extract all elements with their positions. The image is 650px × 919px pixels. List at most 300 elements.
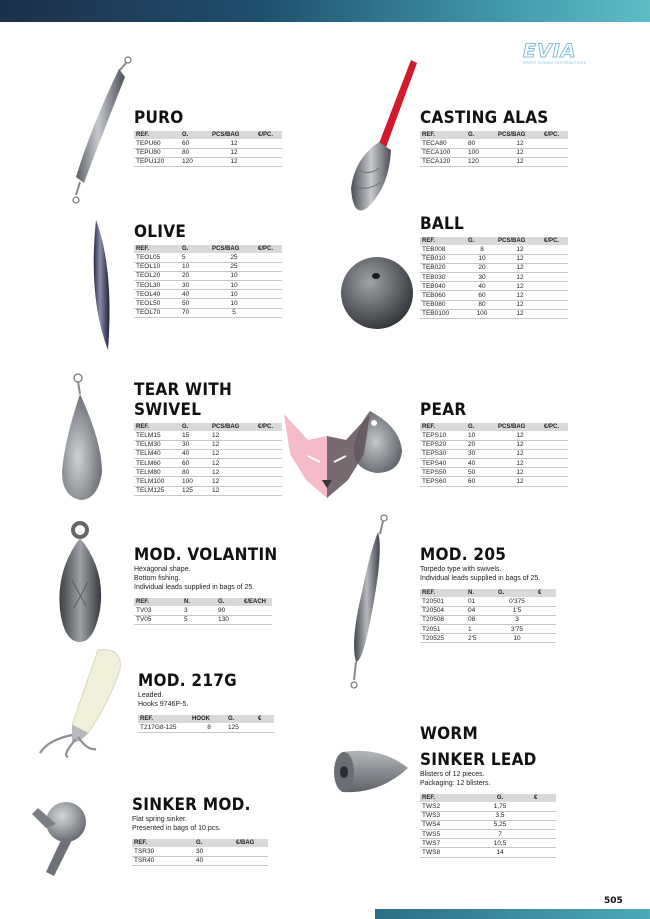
cell-g: 40 <box>180 290 210 299</box>
cell-pcs: 12 <box>496 449 542 458</box>
table-header <box>420 237 568 245</box>
cell-g: 10 <box>180 262 210 271</box>
col-price: €/PC. <box>542 131 568 139</box>
cell-pcs: 12 <box>210 148 256 157</box>
cell-price <box>256 253 282 262</box>
cell-ref: TELM125 <box>134 486 180 495</box>
section-tear-with-swivel <box>134 380 282 496</box>
description-line: Individual leads supplied in bags of 25. <box>134 584 255 591</box>
col-price: €/EACH <box>242 598 272 606</box>
fox-watermark-icon <box>278 410 376 502</box>
section-olive <box>134 222 282 318</box>
cell-g: 80 <box>466 139 496 148</box>
cell-ref: TECA120 <box>420 157 466 166</box>
cell-g: 60 <box>180 459 210 468</box>
cell-g: 30 <box>180 281 210 290</box>
cell-g: 10 <box>466 254 496 263</box>
cell-ref: TEOL50 <box>134 299 180 308</box>
cell-price <box>532 802 556 811</box>
description-line: Bottom fishing. <box>134 575 181 582</box>
section-title: BALL <box>420 214 465 234</box>
cell-g: 10 <box>496 634 536 643</box>
cell-pcs: 12 <box>210 486 256 495</box>
cell-ref: TEPS20 <box>420 440 466 449</box>
section-mod-205 <box>420 545 556 643</box>
table-row <box>420 615 556 624</box>
cell-price <box>532 848 556 857</box>
cell-price <box>542 459 568 468</box>
cell-g: 70 <box>180 308 210 317</box>
mod217g-lure-image <box>28 645 133 760</box>
cell-pcs: 12 <box>210 157 256 166</box>
col-g: G. <box>180 245 210 253</box>
cell-pcs: 12 <box>496 245 542 254</box>
cell-price <box>256 281 282 290</box>
cell-price <box>536 615 556 624</box>
cell-pcs: 12 <box>496 254 542 263</box>
section-title: MOD. 205 <box>420 545 507 565</box>
cell-n: 04 <box>466 606 496 615</box>
col-ref: REF. <box>420 237 466 245</box>
spec-table <box>420 589 556 643</box>
col-g: G. <box>466 131 496 139</box>
section-casting-alas <box>420 108 568 167</box>
table-row <box>420 139 568 148</box>
description-line: Hexagonal shape. <box>134 566 191 573</box>
cell-ref: TEB030 <box>420 273 466 282</box>
cell-g: 14 <box>466 848 532 857</box>
col-price: €/PC. <box>256 423 282 431</box>
cell-g: 30 <box>194 847 234 856</box>
cell-n: 1 <box>466 625 496 634</box>
cell-ref: TWS5 <box>420 830 466 839</box>
cell-price <box>256 262 282 271</box>
cell-price <box>256 299 282 308</box>
cell-ref: TSR30 <box>132 847 194 856</box>
cell-pcs: 10 <box>210 290 256 299</box>
cell-ref: TEPS10 <box>420 431 466 440</box>
description-line: Torpedo type with swivels. <box>420 566 502 573</box>
table-row <box>420 263 568 272</box>
table-row <box>134 299 282 308</box>
table-row <box>134 468 282 477</box>
cell-price <box>536 606 556 615</box>
col-ref: REF. <box>138 715 190 723</box>
table-row <box>134 139 282 148</box>
cell-ref: TELM60 <box>134 459 180 468</box>
section-title: CASTING ALAS <box>420 108 549 128</box>
cell-g: 0'375 <box>496 597 536 606</box>
table-row <box>420 459 568 468</box>
col-ref: REF. <box>134 598 182 606</box>
col-hook: HOOK <box>190 715 226 723</box>
cell-ref: TV05 <box>134 615 182 624</box>
cell-g: 3 <box>496 615 536 624</box>
cell-ref: T2051 <box>420 625 466 634</box>
mod205-lead-image <box>340 512 392 692</box>
col-ref: REF. <box>420 423 466 431</box>
cell-g: 30 <box>180 440 210 449</box>
col-price: €/BAG <box>234 839 268 847</box>
cell-pcs: 12 <box>496 139 542 148</box>
col-ref: REF. <box>134 423 180 431</box>
cell-g: 7 <box>466 830 532 839</box>
table-row <box>134 290 282 299</box>
section-worm-sinker-lead <box>420 724 556 858</box>
section-mod-volantin <box>134 545 293 625</box>
cell-price <box>256 486 282 495</box>
tear-swivel-lead-image <box>58 372 120 504</box>
puro-lead-image <box>70 55 140 210</box>
cell-price <box>542 157 568 166</box>
cell-pcs: 12 <box>210 459 256 468</box>
spec-table <box>134 131 282 167</box>
cell-ref: TEOL05 <box>134 253 180 262</box>
col-ref: REF. <box>420 131 466 139</box>
cell-price <box>542 449 568 458</box>
table-header <box>420 794 556 802</box>
table-row <box>134 606 272 615</box>
cell-pcs: 12 <box>210 449 256 458</box>
table-row <box>420 273 568 282</box>
table-row <box>134 615 272 624</box>
cell-price <box>542 440 568 449</box>
table-row <box>134 271 282 280</box>
cell-pcs: 12 <box>496 263 542 272</box>
description-line: Hooks 9746P-5. <box>138 701 189 708</box>
table-header <box>420 423 568 431</box>
cell-price <box>256 139 282 148</box>
cell-g: 125 <box>180 486 210 495</box>
cell-price <box>542 254 568 263</box>
table-row <box>420 606 556 615</box>
col-pcs-bag: PCS/BAG <box>496 423 542 431</box>
table-row <box>138 723 274 732</box>
cell-g: 50 <box>180 299 210 308</box>
col-pcs-bag: PCS/BAG <box>210 245 256 253</box>
ball-lead-image <box>338 254 416 332</box>
cell-ref: T20504 <box>420 606 466 615</box>
col-price: €/PC. <box>256 245 282 253</box>
cell-price <box>256 723 274 732</box>
cell-g: 90 <box>216 606 242 615</box>
table-row <box>420 431 568 440</box>
cell-g: 30 <box>466 273 496 282</box>
table-row <box>420 449 568 458</box>
cell-g: 60 <box>466 477 496 486</box>
cell-price <box>256 271 282 280</box>
table-row <box>134 431 282 440</box>
col-ref: REF. <box>420 589 466 597</box>
table-row <box>420 148 568 157</box>
cell-ref: TEOL40 <box>134 290 180 299</box>
cell-ref: TWS4 <box>420 820 466 829</box>
cell-ref: TWS2 <box>420 802 466 811</box>
cell-g: 80 <box>180 148 210 157</box>
cell-pcs: 12 <box>496 291 542 300</box>
cell-g: 120 <box>466 157 496 166</box>
col-pcs-bag: PCS/BAG <box>496 131 542 139</box>
logo-tagline: SPORT FISHING DISTRIBUTIONS <box>523 61 587 65</box>
description-line: Leaded. <box>138 692 164 699</box>
sinker-mod-image <box>28 798 100 878</box>
cell-g: 30 <box>466 449 496 458</box>
table-row <box>134 148 282 157</box>
col-ref: REF. <box>420 794 466 802</box>
table-row <box>420 802 556 811</box>
table-row <box>420 830 556 839</box>
spec-table <box>420 423 568 487</box>
cell-g: 20 <box>466 440 496 449</box>
section-title: MOD. 217G <box>138 671 237 691</box>
cell-pcs: 12 <box>496 477 542 486</box>
cell-g: 5,25 <box>466 820 532 829</box>
cell-ref: T217G8-125 <box>138 723 190 732</box>
cell-g: 130 <box>216 615 242 624</box>
section-pear <box>420 400 568 487</box>
cell-g: 8 <box>466 245 496 254</box>
cell-g: 60 <box>466 291 496 300</box>
table-row <box>420 309 568 318</box>
col-g: G. <box>180 423 210 431</box>
cell-g: 80 <box>466 300 496 309</box>
cell-pcs: 12 <box>496 148 542 157</box>
table-row <box>134 486 282 495</box>
description-line: Packaging: 12 blisters. <box>420 780 491 787</box>
cell-price <box>542 245 568 254</box>
cell-price <box>542 282 568 291</box>
col-n: N. <box>182 598 216 606</box>
cell-ref: TEPU120 <box>134 157 180 166</box>
col-price: € <box>532 794 556 802</box>
col-g: G. <box>466 794 532 802</box>
section-title-line1: TEAR WITH <box>134 380 233 400</box>
cell-price <box>542 273 568 282</box>
cell-pcs: 12 <box>496 431 542 440</box>
cell-g: 60 <box>180 139 210 148</box>
cell-g: 10 <box>466 431 496 440</box>
table-row <box>134 253 282 262</box>
table-row <box>420 440 568 449</box>
cell-pcs: 25 <box>210 253 256 262</box>
cell-ref: TEB060 <box>420 291 466 300</box>
table-header <box>134 245 282 253</box>
cell-price <box>256 477 282 486</box>
table-row <box>420 477 568 486</box>
cell-ref: TEOL70 <box>134 308 180 317</box>
cell-ref: TEB020 <box>420 263 466 272</box>
col-ref: REF. <box>132 839 194 847</box>
cell-pcs: 10 <box>210 271 256 280</box>
cell-price <box>542 291 568 300</box>
cell-pcs: 12 <box>210 477 256 486</box>
cell-ref: TEOL20 <box>134 271 180 280</box>
cell-price <box>256 308 282 317</box>
cell-ref: T20525 <box>420 634 466 643</box>
col-price: €/PC. <box>542 237 568 245</box>
cell-ref: TEPS50 <box>420 468 466 477</box>
cell-ref: TSR40 <box>132 856 194 865</box>
cell-pcs: 12 <box>496 157 542 166</box>
cell-ref: TWS3 <box>420 811 466 820</box>
cell-g: 40 <box>180 449 210 458</box>
spec-table <box>138 715 274 733</box>
section-title: PEAR <box>420 400 467 420</box>
cell-g: 100 <box>180 477 210 486</box>
cell-price <box>536 597 556 606</box>
cell-price <box>234 847 268 856</box>
cell-ref: TEB040 <box>420 282 466 291</box>
table-row <box>420 282 568 291</box>
cell-n: 5 <box>182 615 216 624</box>
cell-ref: TELM100 <box>134 477 180 486</box>
cell-ref: TEB010 <box>420 254 466 263</box>
cell-g: 20 <box>180 271 210 280</box>
cell-ref: TEOL10 <box>134 262 180 271</box>
table-row <box>420 597 556 606</box>
cell-price <box>532 830 556 839</box>
cell-price <box>532 839 556 848</box>
cell-hook: 8 <box>190 723 226 732</box>
cell-pcs: 12 <box>496 468 542 477</box>
cell-g: 40 <box>466 459 496 468</box>
cell-price <box>542 148 568 157</box>
col-price: € <box>536 589 556 597</box>
brand-logo <box>523 42 593 68</box>
cell-price <box>256 157 282 166</box>
spec-table <box>420 131 568 167</box>
cell-price <box>536 634 556 643</box>
section-title: SINKER MOD. <box>132 795 251 815</box>
table-row <box>420 254 568 263</box>
col-pcs-bag: PCS/BAG <box>210 423 256 431</box>
cell-price <box>234 856 268 865</box>
cell-g: 100 <box>466 148 496 157</box>
cell-n: 3 <box>182 606 216 615</box>
spec-table <box>132 839 268 866</box>
cell-g: 3'75 <box>496 625 536 634</box>
cell-pcs: 12 <box>210 139 256 148</box>
cell-pcs: 10 <box>210 299 256 308</box>
cell-pcs: 12 <box>496 300 542 309</box>
cell-ref: TV03 <box>134 606 182 615</box>
col-g: G. <box>466 237 496 245</box>
cell-g: 3,5 <box>466 811 532 820</box>
cell-price <box>242 615 272 624</box>
description-line: Flat spring sinker. <box>132 816 187 823</box>
cell-n: 2'5 <box>466 634 496 643</box>
cell-n: 01 <box>466 597 496 606</box>
table-header <box>132 839 268 847</box>
table-row <box>134 262 282 271</box>
section-title-line2: SWIVEL <box>134 400 202 420</box>
page-number: 505 <box>604 896 623 906</box>
spec-table <box>134 598 272 625</box>
cell-pcs: 12 <box>210 431 256 440</box>
cell-pcs: 12 <box>496 459 542 468</box>
cell-ref: TEPS60 <box>420 477 466 486</box>
cell-price <box>542 263 568 272</box>
section-puro <box>134 108 282 167</box>
table-row <box>420 625 556 634</box>
cell-price <box>532 820 556 829</box>
cell-price <box>256 468 282 477</box>
cell-ref: TEPU60 <box>134 139 180 148</box>
casting-alas-image <box>345 58 425 218</box>
col-price: €/PC. <box>542 423 568 431</box>
table-row <box>420 157 568 166</box>
cell-g: 80 <box>180 468 210 477</box>
spec-table <box>420 237 568 319</box>
section-title: MOD. VOLANTIN <box>134 545 278 565</box>
col-g: G. <box>216 598 242 606</box>
table-row <box>420 291 568 300</box>
cell-price <box>256 440 282 449</box>
table-row <box>420 468 568 477</box>
table-row <box>134 281 282 290</box>
description-line: Blisters of 12 pieces. <box>420 771 485 778</box>
col-g: G. <box>466 423 496 431</box>
bottom-footer-bar <box>375 909 650 919</box>
cell-pcs: 5 <box>210 308 256 317</box>
section-mod-217g <box>138 671 274 733</box>
cell-price <box>532 811 556 820</box>
cell-ref: TEB0100 <box>420 309 466 318</box>
cell-ref: TECA100 <box>420 148 466 157</box>
cell-ref: TELM15 <box>134 431 180 440</box>
volantin-lead-image <box>50 520 110 645</box>
cell-n: 08 <box>466 615 496 624</box>
table-row <box>134 459 282 468</box>
table-row <box>134 308 282 317</box>
section-title: PURO <box>134 108 184 128</box>
col-ref: REF. <box>134 245 180 253</box>
worm-sinker-image <box>330 742 410 800</box>
table-header <box>134 598 272 606</box>
cell-pcs: 12 <box>210 468 256 477</box>
col-pcs-bag: PCS/BAG <box>496 237 542 245</box>
section-ball <box>420 214 568 319</box>
description-line: Presented in bags of 10 pcs. <box>132 825 221 832</box>
top-header-bar <box>0 0 650 22</box>
cell-ref: TWS8 <box>420 848 466 857</box>
table-row <box>134 157 282 166</box>
cell-price <box>542 309 568 318</box>
cell-pcs: 10 <box>210 281 256 290</box>
table-row <box>420 634 556 643</box>
cell-ref: TELM80 <box>134 468 180 477</box>
cell-price <box>536 625 556 634</box>
table-row <box>420 300 568 309</box>
cell-g: 1'5 <box>496 606 536 615</box>
cell-ref: T20508 <box>420 615 466 624</box>
table-header <box>420 131 568 139</box>
cell-price <box>256 148 282 157</box>
cell-ref: TEB080 <box>420 300 466 309</box>
table-row <box>420 839 556 848</box>
cell-price <box>542 300 568 309</box>
cell-g: 50 <box>466 468 496 477</box>
cell-pcs: 12 <box>496 440 542 449</box>
cell-price <box>542 139 568 148</box>
cell-g: 5 <box>180 253 210 262</box>
table-row <box>132 847 268 856</box>
cell-pcs: 12 <box>496 309 542 318</box>
cell-g: 125 <box>226 723 256 732</box>
cell-ref: TELM30 <box>134 440 180 449</box>
cell-pcs: 12 <box>210 440 256 449</box>
spec-table <box>134 423 282 496</box>
